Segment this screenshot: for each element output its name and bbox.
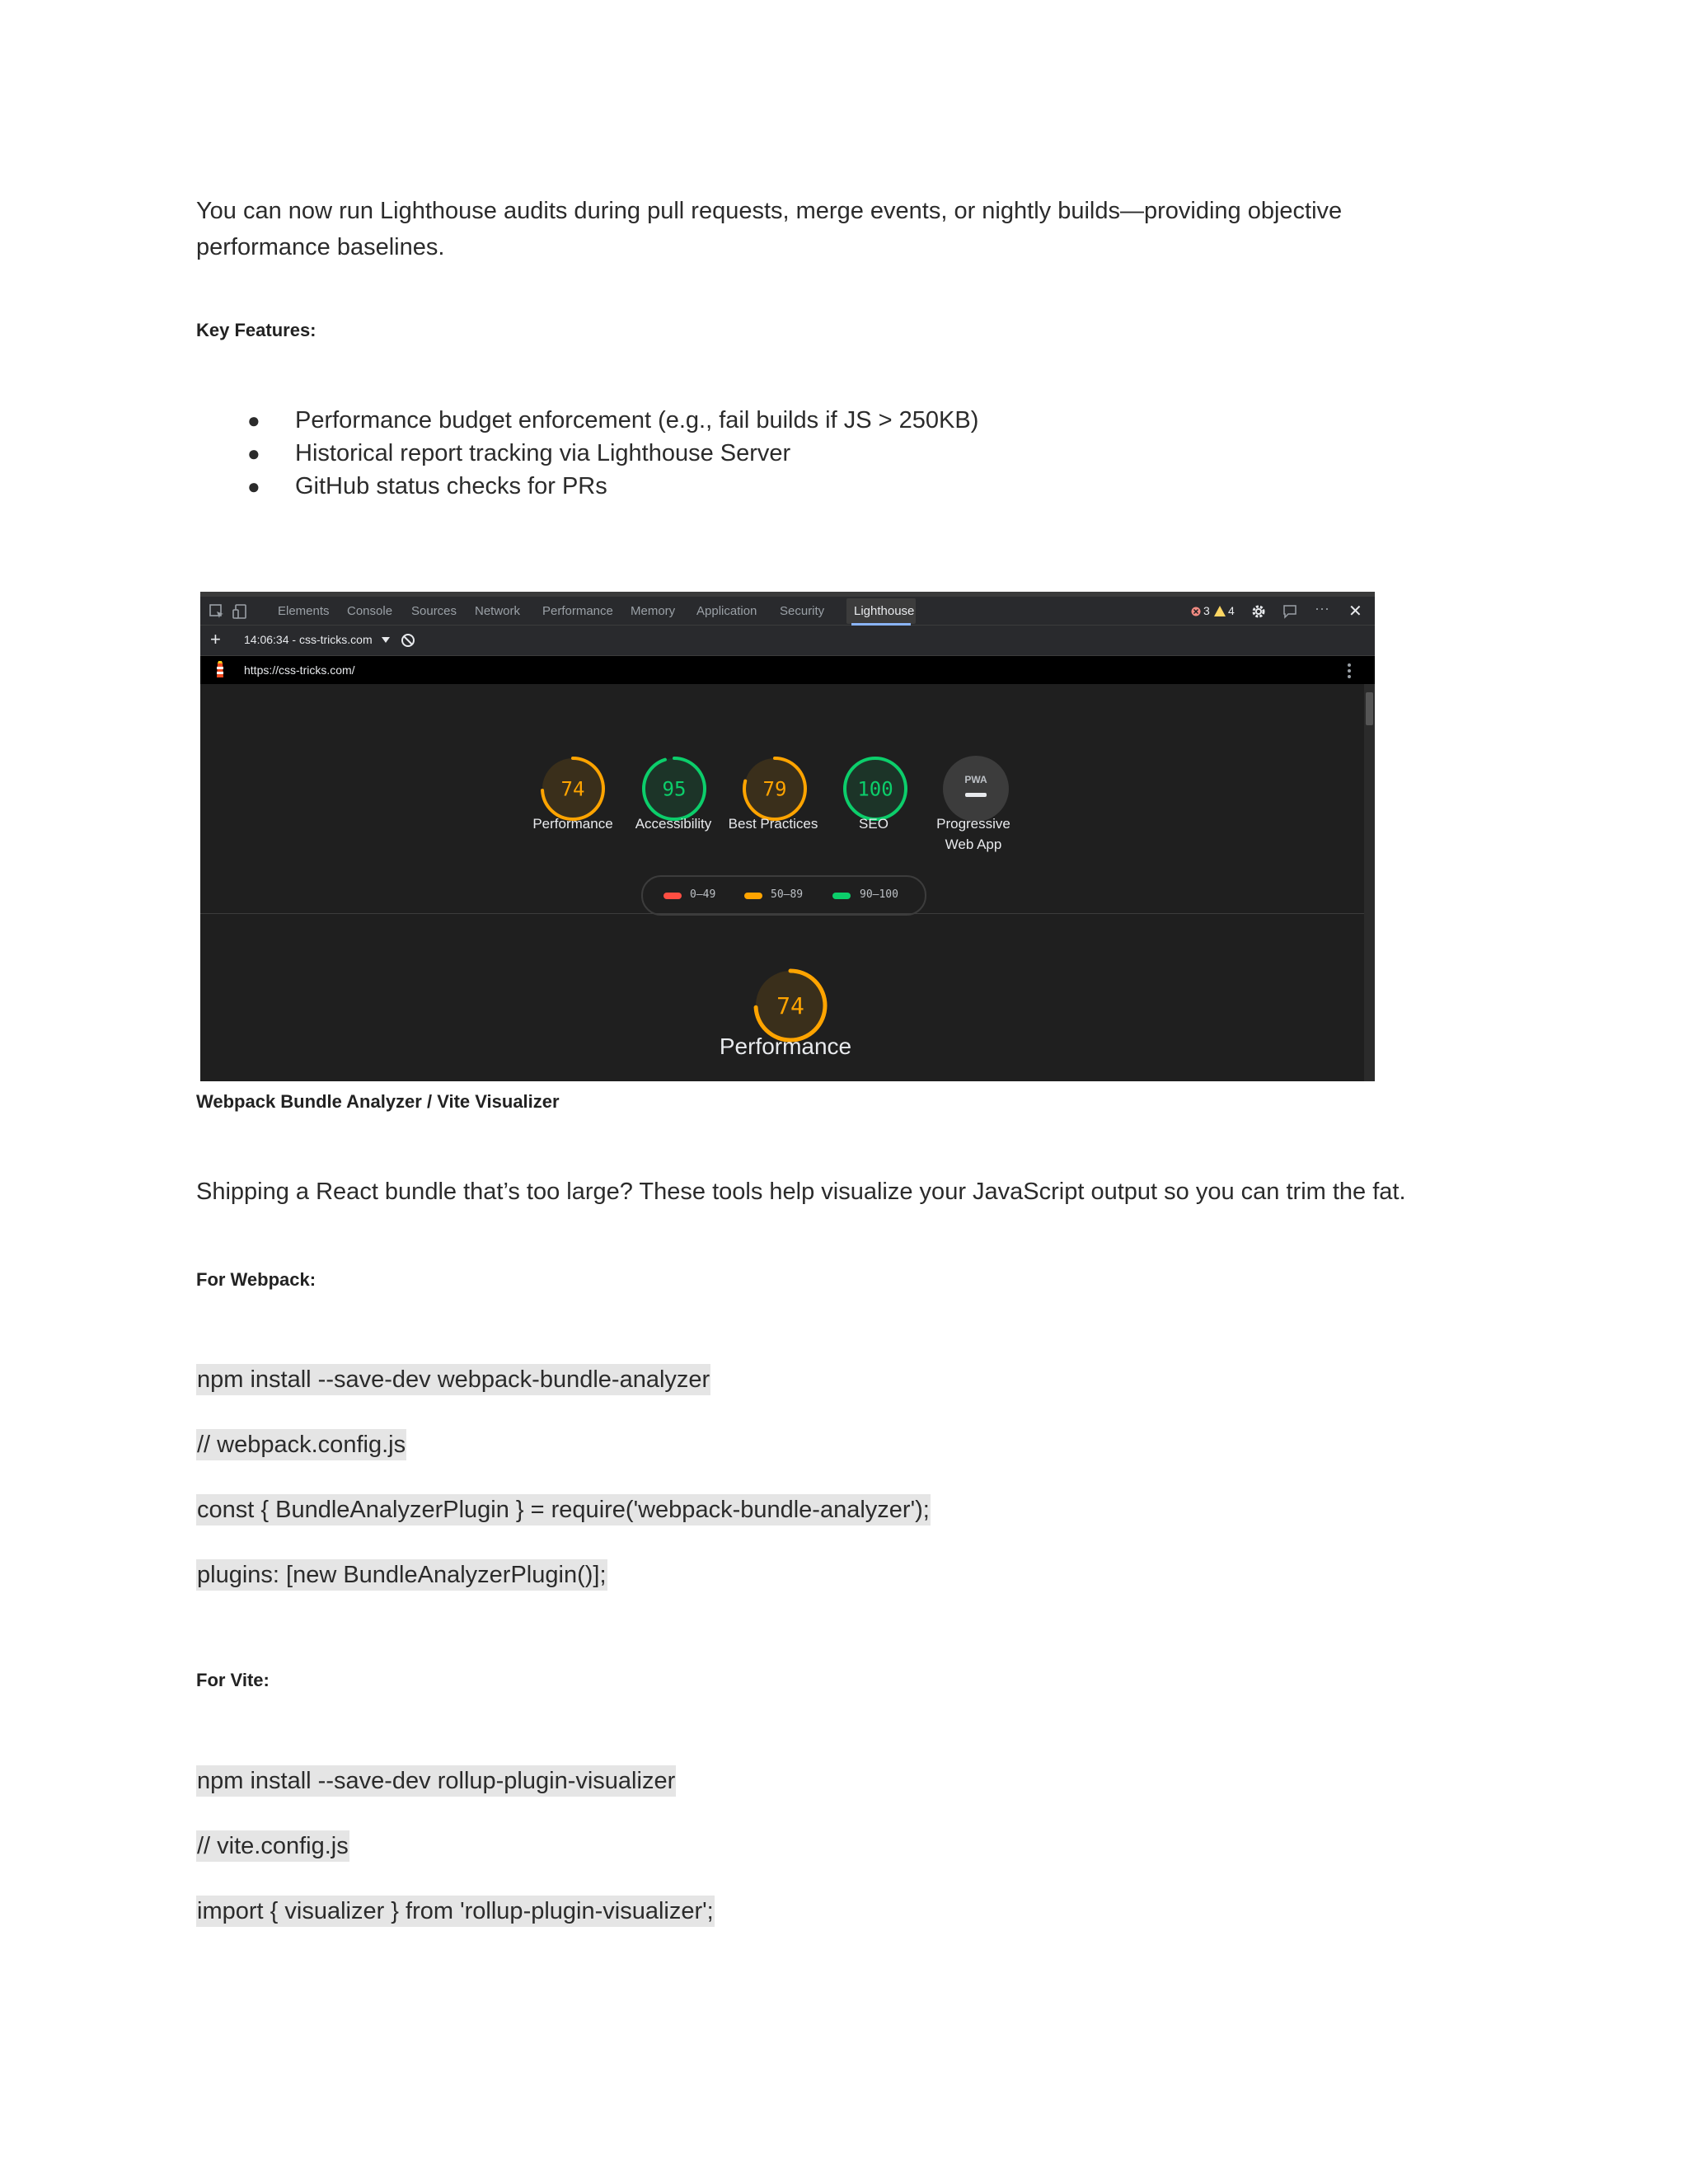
gauge-seo[interactable] bbox=[845, 758, 906, 819]
tab-security[interactable]: Security bbox=[780, 604, 825, 618]
lighthouse-logo-icon bbox=[213, 661, 227, 679]
inspect-icon[interactable] bbox=[209, 603, 225, 620]
feature-text: Performance budget enforcement (e.g., fail builds if JS > 250KB) bbox=[295, 407, 979, 434]
gauge-label-pwa: Progressive Web App bbox=[936, 816, 1010, 852]
add-report-icon[interactable]: + bbox=[210, 629, 221, 649]
chevron-down-icon[interactable] bbox=[382, 637, 390, 644]
gauge-label-seo: SEO bbox=[859, 816, 889, 832]
url-bar bbox=[200, 656, 1375, 684]
gauge-score: 74 bbox=[560, 777, 585, 801]
pwa-dash-icon bbox=[965, 793, 987, 797]
image-caption: Webpack Bundle Analyzer / Vite Visualizer bbox=[196, 1091, 560, 1112]
report-content bbox=[200, 684, 1364, 1081]
devtools-tab-bar bbox=[200, 597, 1375, 626]
warning-icon bbox=[1214, 606, 1226, 616]
gauge-score: 74 bbox=[776, 992, 804, 1020]
device-toolbar-icon[interactable] bbox=[232, 603, 248, 620]
vite-heading: For Vite: bbox=[196, 1670, 270, 1690]
bullet: ● bbox=[247, 441, 260, 466]
gauge-score: 100 bbox=[857, 777, 893, 801]
code-line: npm install --save-dev rollup-plugin-visualizer bbox=[196, 1765, 676, 1797]
gauge-label-performance: Performance bbox=[532, 816, 613, 832]
tab-memory[interactable]: Memory bbox=[631, 604, 676, 618]
lighthouse-toolbar bbox=[200, 626, 1375, 656]
key-features-heading: Key Features: bbox=[196, 320, 316, 340]
scrollbar-thumb[interactable] bbox=[1366, 692, 1373, 725]
gauge-label-accessibility: Accessibility bbox=[635, 816, 712, 832]
score-legend bbox=[641, 875, 926, 916]
legend-range-pass: 90–100 bbox=[860, 888, 898, 901]
list-item bbox=[196, 404, 978, 437]
bullet: ● bbox=[247, 408, 260, 433]
gauge-performance-large[interactable] bbox=[756, 971, 825, 1040]
list-item bbox=[196, 437, 978, 470]
performance-section-title: Performance bbox=[719, 1033, 852, 1059]
tab-elements[interactable]: Elements bbox=[278, 604, 330, 618]
error-icon bbox=[1191, 607, 1201, 616]
intro-paragraph: You can now run Lighthouse audits during pull requests, merge events, or nightly builds—providing objective performance baselines. bbox=[196, 198, 1343, 260]
bullet: ● bbox=[247, 474, 260, 499]
tab-console[interactable]: Console bbox=[347, 604, 393, 618]
legend-range-average: 50–89 bbox=[771, 888, 804, 901]
close-icon[interactable]: ✕ bbox=[1348, 602, 1362, 621]
gauge-pwa[interactable] bbox=[943, 756, 1009, 822]
webpack-heading: For Webpack: bbox=[196, 1269, 316, 1290]
url-menu-icon[interactable] bbox=[1347, 663, 1352, 679]
legend-swatch-fail bbox=[663, 893, 682, 899]
bundle-intro-paragraph: Shipping a React bundle that’s too large? These tools help visualize your JavaScript output so you can trim the fat. bbox=[196, 1179, 1406, 1205]
gauge-score: 95 bbox=[662, 777, 687, 801]
gauge-accessibility[interactable] bbox=[644, 758, 705, 819]
error-count[interactable]: 3 bbox=[1203, 604, 1210, 617]
more-options-icon[interactable]: ··· bbox=[1315, 600, 1329, 616]
list-item bbox=[196, 470, 978, 503]
legend-swatch-average bbox=[744, 893, 762, 899]
clear-icon[interactable] bbox=[401, 633, 415, 648]
lighthouse-screenshot bbox=[200, 592, 1375, 1081]
code-line: plugins: [new BundleAnalyzerPlugin()]; bbox=[196, 1559, 607, 1591]
feedback-icon[interactable] bbox=[1282, 603, 1298, 620]
gear-icon[interactable] bbox=[1251, 604, 1266, 619]
tab-network[interactable]: Network bbox=[475, 604, 521, 618]
pwa-badge bbox=[943, 756, 1009, 822]
code-line: import { visualizer } from 'rollup-plugin-visualizer'; bbox=[196, 1896, 715, 1927]
gauge-best-practices[interactable] bbox=[744, 758, 805, 819]
report-selector[interactable]: 14:06:34 - css-tricks.com bbox=[244, 633, 373, 646]
gauge-performance[interactable] bbox=[542, 758, 603, 819]
gauge-label-best-practices: Best Practices bbox=[728, 816, 818, 832]
pwa-badge-text: PWA bbox=[964, 774, 987, 785]
scrollbar[interactable] bbox=[1364, 684, 1375, 1081]
legend-swatch-pass bbox=[832, 893, 851, 899]
feature-text: Historical report tracking via Lighthouse Server bbox=[295, 440, 791, 466]
feature-text: GitHub status checks for PRs bbox=[295, 473, 607, 499]
tab-performance[interactable]: Performance bbox=[542, 604, 613, 618]
features-list bbox=[196, 404, 978, 503]
audited-url[interactable]: https://css-tricks.com/ bbox=[244, 663, 355, 677]
warning-count[interactable]: 4 bbox=[1228, 604, 1235, 617]
code-line: npm install --save-dev webpack-bundle-analyzer bbox=[196, 1364, 710, 1395]
code-line: // webpack.config.js bbox=[196, 1429, 406, 1460]
tab-lighthouse[interactable]: Lighthouse bbox=[854, 604, 915, 618]
tab-sources[interactable]: Sources bbox=[411, 604, 457, 618]
code-line: const { BundleAnalyzerPlugin } = require('webpack-bundle-analyzer'); bbox=[196, 1494, 931, 1526]
legend-range-fail: 0–49 bbox=[690, 888, 716, 901]
gauge-score: 79 bbox=[762, 777, 787, 801]
section-divider bbox=[200, 913, 1364, 914]
code-line: // vite.config.js bbox=[196, 1830, 349, 1862]
tab-application[interactable]: Application bbox=[696, 604, 757, 618]
